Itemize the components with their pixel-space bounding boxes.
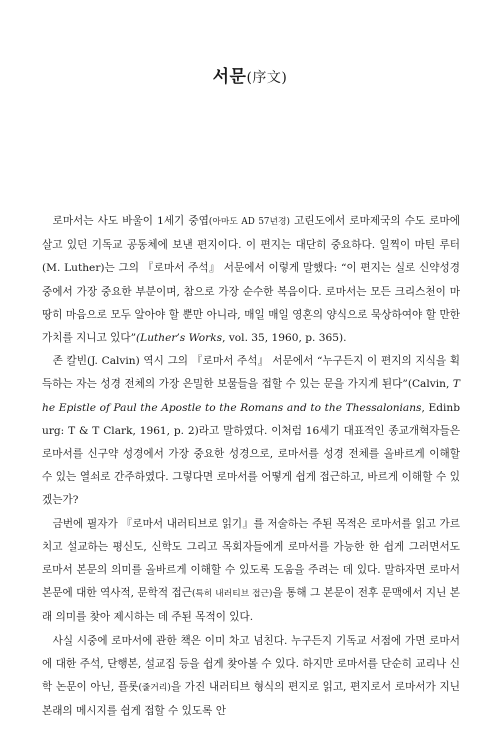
p2-citation-title: The Epistle of Paul the Apostle to the Romans and to the Thessalonians	[42, 378, 460, 414]
p3-note: (특히 내러티브 접근)	[191, 589, 273, 600]
page-title	[0, 62, 500, 87]
paragraph-4	[42, 630, 460, 724]
p4-note: (줄거리)	[138, 683, 171, 694]
p1-text-c: 고린도에서 로마제국의 수도 로마에 살고 있던 기독교 공동체에 보낸 편지이다. 이 편지는 대단히 중요하다. 일찍이 마틴 루터(M. Luther)는 그의 『로마서 주석』 서문에서 이렇게 말했다: “이 편지는 실로 신약성경 중에서 가장 중요한 부분이며, 참으로 가장 순수한 복음이다. 로마서는 모든 크리스천이 마땅히 마음으로 모두 알아야 할 뿐만 아니라, 매일 매일 영혼의 양식으로 묵상하여야 할 만한 가치를 지니고 있다”	[42, 215, 460, 345]
title-hanja: (序文)	[246, 70, 288, 86]
paragraph-2	[42, 350, 460, 512]
p2-text-a: 존 칼빈(J. Calvin) 역시 그의 『로마서 주석』 서문에서 “누구든지 이 편지의 지식을 획득하는 자는 성경 전체의 가장 은밀한 보물들을 접할 수 있는 문을 가지게 된다”(Calvin,	[42, 355, 460, 391]
p3-text-c: 을 통해 그 본문이 전후 문맥에서 지닌 본래 의미를 찾아 제시하는 데 주된 목적이 있다.	[42, 587, 460, 624]
p3-text-a: 금번에 필자가 『로마서 내러티브로 읽기』를 저술하는 주된 목적은 로마서를 읽고 가르치고 설교하는 평신도, 신학도 그리고 목회자들에게 로마서를 가능한 한 쉽게 그러면서도 로마서 본문의 의미를 올바르게 이해할 수 있도록 도움을 주려는 데 있다. 말하자면 로마서 본문에 대한 역사적, 문학적 접근	[42, 517, 460, 600]
p1-citation-rest: , vol. 35, 1960, p. 365).	[222, 332, 347, 345]
p2-text-c: , Edinburg: T & T Clark, 1961, p. 2)라고 말하였다. 이처럼 16세기 대표적인 종교개혁자들은 로마서를 신구약 성경에서 가장 중요한 성경으로, 로마서를 성경 전체를 올바르게 이해할 수 있는 열쇠로 간주하였다. 그렇다면 로마서를 어떻게 쉽게 접근하고, 바르게 이해할 수 있겠는가?	[42, 401, 460, 507]
paragraph-1	[42, 210, 460, 350]
p1-text-a: 로마서는 사도 바울이 1세기 중엽	[52, 215, 209, 227]
paragraph-3	[42, 513, 460, 630]
p4-text-a: 사실 시중에 로마서에 관한 책은 이미 차고 넘친다. 누구든지 기독교 서점에 가면 로마서에 대한 주석, 단행본, 설교집 등을 쉽게 찾아볼 수 있다. 하지만 로마서를 단순히 교리나 신학 논문이 아닌, 플롯	[42, 634, 460, 694]
p1-citation-title: (Luther’s Works	[136, 332, 223, 345]
p4-text-c: 을 가진 내러티브 형식의 편지로 읽고, 편지로서 로마서가 지닌 본래의 메시지를 쉽게 접할 수 있도록 안	[42, 681, 460, 718]
title-main: 서문	[212, 67, 247, 87]
p1-note: (아마도 AD 57년경)	[208, 217, 290, 227]
body-text	[42, 210, 460, 723]
